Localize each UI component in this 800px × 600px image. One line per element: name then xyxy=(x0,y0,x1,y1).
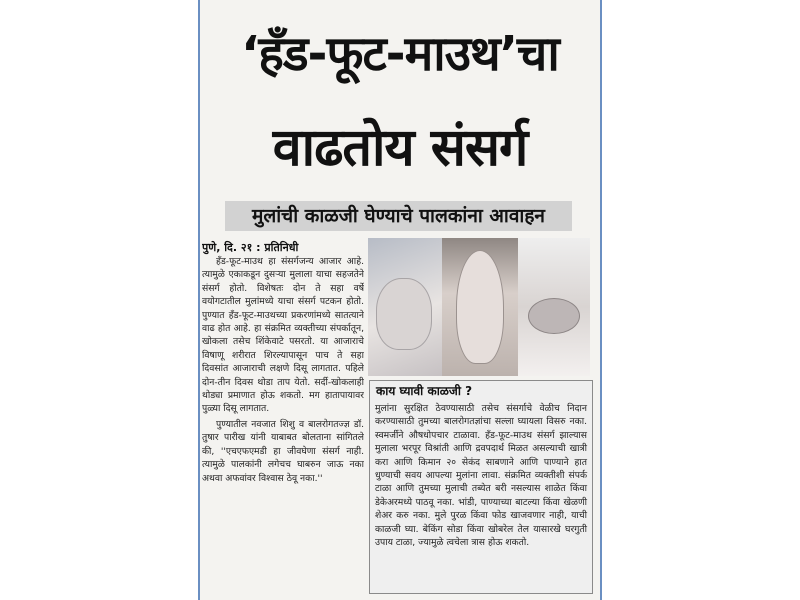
subheadline: मुलांची काळजी घेण्याचे पालकांना आवाहन xyxy=(252,205,545,227)
hand-shape xyxy=(376,278,432,350)
subheadline-band xyxy=(225,201,572,231)
foot-shape xyxy=(456,250,504,364)
mouth-with-sores-photo xyxy=(518,238,590,376)
article-body-column xyxy=(202,240,364,592)
foot-with-blisters-photo xyxy=(442,238,518,376)
frame-border-right xyxy=(600,0,602,600)
symptoms-photo-strip xyxy=(368,238,590,376)
headline-line-2: वाढतोय संसर्ग xyxy=(272,118,528,178)
body-paragraph-2: पुण्यातील नवजात शिशु व बालरोगतज्ज्ञ डॉ. तुषार पारीख यांनी याबाबत बोलताना सांगितले की, ''एचएफएमडी हा जीवघेणा संसर्ग नाही. त्यामुळे पालकांनी लगेचच घाबरुन जाऊ नका अथवा अफवांवर विश्वास ठेवू नका.'' xyxy=(202,418,364,484)
hand-with-rash-photo xyxy=(368,238,442,376)
mouth-shape xyxy=(528,298,580,334)
dateline: पुणे, दि. २१ : प्रतिनिधी xyxy=(202,241,299,254)
newspaper-clipping xyxy=(200,0,600,600)
precautions-text: मुलांना सुरक्षित ठेवण्यासाठी तसेच संसर्गाचे वेळीच निदान करण्यासाठी तुमच्या बालरोगतज्ञांचा सल्ला घ्यायला विसरु नका. स्वमर्जीने औषधोपचार टाळावा. हँड-फूट-माउथ संसर्ग झाल्यास मुलाला भरपूर विश्रांती आणि द्रवपदार्थ मिळत असल्याची खात्री करा आणि किमान २० सेकंद साबणाने आणि पाण्याने हात धुण्याची सवय आपल्या मुलांना लावा. संक्रमित व्यक्तीशी संपर्क टाळा आणि तुमच्या मुलाची तब्येत बरी नसल्यास शाळेत किंवा डेकेअरमध्ये पाठवू नका. भांडी, पाण्याच्या बाटल्या किंवा खेळणी शेअर करु नका. मुले पुरळ किंवा फोड खाजवणार नाही, याची काळजी घ्या. बेकिंग सोडा किंवा खोबरेल तेल यासारखे घरगुती उपाय टाळा, ज्यामुळे त्वचेला त्रास होऊ शकतो. xyxy=(375,403,587,549)
precautions-box xyxy=(369,380,593,594)
headline-line-1: ‘हँड-फूट-माउथ’चा xyxy=(241,26,559,82)
body-paragraph-1: हँड-फूट-माउथ हा संसर्गजन्य आजार आहे. त्यामुळे एकाकडून दुसऱ्या मुलाला याचा सहजतेने संसर्ग होतो. विशेषतः दोन ते सहा वर्षे वयोगटातील मुलांमध्ये याचा संसर्ग पटकन होतो. पुण्यात हँड-फूट-माउथच्या प्रकरणांमध्ये सातत्याने वाढ होत आहे. हा संक्रमित व्यक्तीच्या संपर्कातून, खोकला तसेच शिंकेवाटे पसरतो. या आजाराचे विषाणू शरीरात शिरल्यापासून पाच ते सहा दिवसांत आजाराची लक्षणे दिसू लागतात. पहिले दोन-तीन दिवस थोडा ताप येतो. सर्दी-खोकलाही थोड्या प्रमाणात होऊ शकतो. मग हातापायावर पुळ्या दिसू लागतात. xyxy=(202,256,364,415)
precautions-title: काय घ्यावी काळजी ? xyxy=(376,384,473,398)
